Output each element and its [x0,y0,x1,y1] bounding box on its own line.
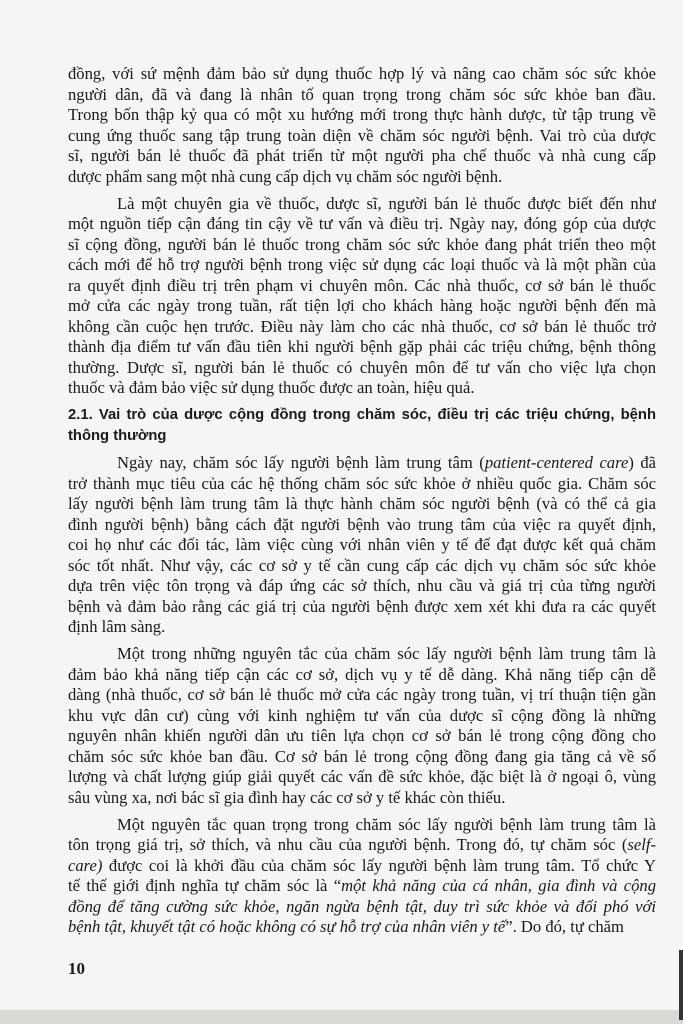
text-segment: Trong bốn thập kỷ qua có một xu hướng mới trong thực hành dược, từ tập trung về [68,105,656,124]
text-segment: ) đã [628,453,656,472]
text-line [68,876,656,897]
text-segment: được coi là khởi đầu của chăm sóc lấy người bệnh làm trung tâm. Tổ chức Y [102,855,656,875]
text-segment: ra quyết định điều trị trên phạm vi chuyên môn. Các nhà thuốc, cơ sở bán lẻ thuốc [68,275,656,295]
text-line [68,474,656,495]
text-line [68,767,656,788]
text-segment: đồng, với sứ mệnh đảm bảo sử dụng thuốc hợp lý và nâng cao chăm sóc sức khỏe [68,64,656,83]
text-line [68,856,656,877]
text-segment: cách mới để hỗ trợ người bệnh trong việc sử dụng các loại thuốc và là một phần của [68,255,656,274]
text-line [68,296,656,317]
text-segment: thuốc và đảm bảo việc sử dụng thuốc được an toàn, hiệu quả. [68,378,475,397]
text-line [68,453,656,474]
text-segment: dựa trên việc tôn trọng và đáp ứng các sở thích, nhu cầu và giá trị của từng người [68,576,656,595]
body-text-before-heading [68,64,656,399]
text-line [68,576,656,597]
document-page [68,64,656,944]
text-segment: người dân, đã và đang là nhân tố quan trọng trong chăm sóc sức khỏe ban đầu. [68,84,656,104]
text-line [68,85,656,106]
text-segment: định lâm sàng. [68,617,166,636]
italic-text: đồng để tăng cường sức khỏe, ngăn ngừa bệnh tật, duy trì sức khỏe và đối phó với [68,896,656,916]
text-line [68,644,656,665]
text-segment: dàng (nhà thuốc, cơ sở bán lẻ thuốc mở cửa các ngày trong tuần, vị trí thuận tiện gần [68,685,656,704]
heading-line: thông thường [68,428,167,444]
text-segment: khu vực dân cư) cùng với kinh nghiệm tư vấn của dược sĩ cộng đồng là những [68,705,656,725]
text-line [68,276,656,297]
text-line [68,815,656,836]
text-segment: cung ứng thuốc sang tập trung toàn diện về chăm sóc người bệnh. Vai trò của dược [68,125,656,145]
text-segment: coi họ như các đối tác, làm việc cùng với nhân viên y tế để đạt được kết quả chăm [68,535,656,554]
italic-text: self- [627,835,656,854]
paragraph [68,453,656,638]
text-line [68,126,656,147]
text-segment: sĩ cộng đồng, người bán lẻ thuốc trong chăm sóc sức khỏe đang phát triển theo một [68,234,656,254]
text-line [68,235,656,256]
paragraph [68,194,656,399]
text-line [68,105,656,126]
text-line [68,597,656,618]
section-heading [68,405,656,447]
text-line [68,146,656,167]
text-line [68,494,656,515]
scan-bottom-edge [0,1010,683,1024]
text-segment: mở cửa các ngày trong tuần, rất tiện lợi cho khách hàng hoặc người bệnh đến mà [68,296,656,315]
text-line [68,378,656,399]
text-line [68,685,656,706]
text-segment: một nguồn tiếp cận đáng tin cậy về tư vấn và điều trị. Ngày nay, đóng góp của dược [68,214,656,233]
text-segment: Một trong những nguyên tắc của chăm sóc lấy người bệnh làm trung tâm là [117,644,656,663]
text-line [68,317,656,338]
text-line [68,665,656,686]
text-segment: lượng và chất lượng giúp giải quyết các vấn đề sức khỏe, đặc biệt là ở ngoại ô, vùng [68,767,656,786]
text-line [68,897,656,918]
text-segment: sâu vùng xa, nơi bác sĩ gia đình hay các cơ sở y tế khác còn thiếu. [68,787,506,807]
text-line [68,535,656,556]
text-segment: tôn trọng giá trị, sở thích, và nhu cầu của người bệnh. Trong đó, tự chăm sóc ( [68,835,628,854]
text-segment: lấy người bệnh làm trung tâm là thực hành chăm sóc người bệnh (và có thể cả gia [68,494,656,513]
text-line [68,917,656,938]
italic-text: care) [68,855,103,875]
text-line [68,556,656,577]
text-segment: dược phẩm sang một nhà cung cấp dịch vụ chăm sóc người bệnh. [68,166,503,186]
text-segment: chăm sóc sức khỏe ban đầu. Cơ sở bán lẻ trong cộng đồng đang gia tăng cả về số [68,746,656,766]
text-segment: thành địa điểm tư vấn đầu tiên khi người bệnh gặp phải các triệu chứng, bệnh thông [68,337,656,356]
text-segment: không cần cuộc hẹn trước. Điều này làm cho các nhà thuốc, cơ sở bán lẻ thuốc trở [68,316,656,336]
paragraph [68,644,656,808]
heading-line: 2.1. Vai trò của dược cộng đồng trong chăm sóc, điều trị các triệu chứng, bệnh [68,407,656,423]
text-segment: nguyên nhân khiến người dân ưu tiên lựa chọn cơ sở bán lẻ trong cộng đồng cho [68,726,656,745]
text-line [68,214,656,235]
text-line [68,358,656,379]
text-segment: thường. Dược sĩ, người bán lẻ thuốc có chuyên môn để tư vấn cho việc lựa chọn [68,357,656,377]
text-segment: Ngày nay, chăm sóc lấy người bệnh làm trung tâm ( [117,453,485,472]
text-line [68,726,656,747]
text-segment: ”. Do đó, tự chăm [505,917,624,936]
text-segment: sóc tốt nhất. Như vậy, các cơ sở y tế cần cung cấp các dịch vụ chăm sóc sức khỏe [68,555,656,575]
text-line [68,706,656,727]
text-line [68,337,656,358]
page-number: 10 [68,959,85,978]
paragraph [68,815,656,938]
scan-right-edge [679,950,683,1020]
italic-text: patient-centered care [484,453,629,472]
body-text-after-heading [68,453,656,938]
text-line [68,617,656,638]
text-line [68,167,656,188]
text-line [68,788,656,809]
text-line [68,194,656,215]
text-segment: Là một chuyên gia về thuốc, dược sĩ, người bán lẻ thuốc được biết đến như [117,193,656,213]
text-line [68,515,656,536]
text-segment: trở thành mục tiêu của các hệ thống chăm sóc sức khỏe ở nhiều quốc gia. Chăm sóc [68,473,656,493]
italic-text: một khả năng của cá nhân, gia đình và cộng [341,876,656,895]
text-line [68,747,656,768]
text-segment: tế thế giới định nghĩa tự chăm sóc là “ [68,876,342,895]
italic-text: bệnh tật, khuyết tật có hoặc không có sự hỗ trợ của nhân viên y tế [68,917,506,936]
text-segment: Một nguyên tắc quan trọng trong chăm sóc lấy người bệnh làm trung tâm là [117,814,656,834]
paragraph [68,64,656,187]
text-line [68,64,656,85]
text-segment: sĩ, người bán lẻ thuốc đã phát triển từ một người pha chế thuốc và nhà cung cấp [68,146,656,165]
text-segment: đảm bảo khả năng tiếp cận các cơ sở, dịch vụ y tế dễ dàng. Khả năng tiếp cận dễ [68,664,656,684]
text-line [68,835,656,856]
text-segment: bệnh và đảm bảo rằng các giá trị của người bệnh được xem xét khi đưa ra các quyết [68,596,656,616]
text-line [68,255,656,276]
text-segment: đình người bệnh) bằng cách đặt người bệnh vào trung tâm của việc ra quyết định, [68,514,656,534]
